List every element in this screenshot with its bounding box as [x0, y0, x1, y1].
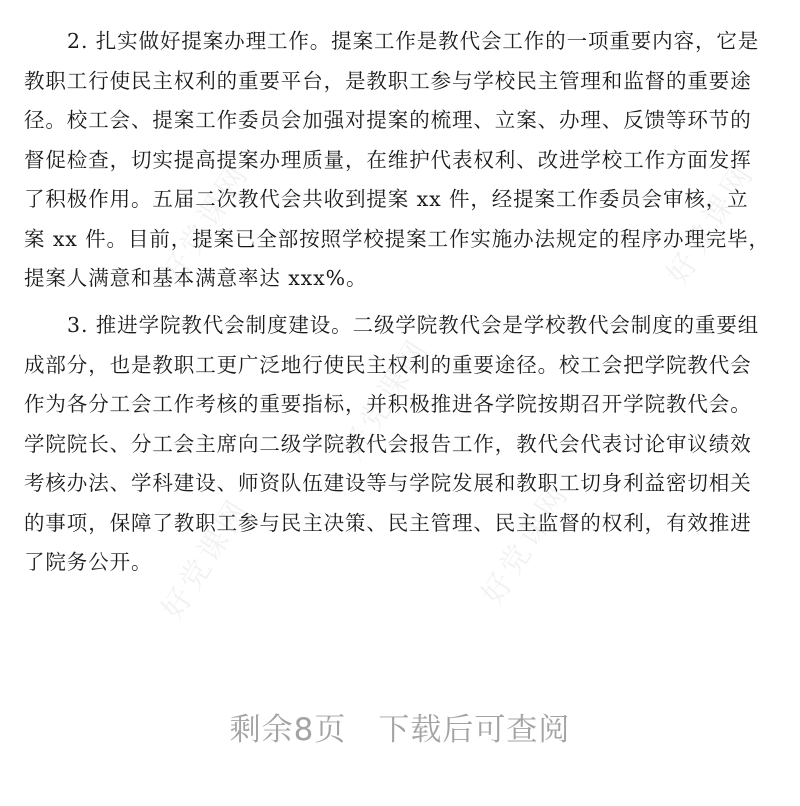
remaining-pages-notice[interactable] [0, 704, 800, 749]
text-line: 的事项，保障了教职工参与民主决策、民主管理、民主监督的权利，有效推进 [24, 510, 752, 535]
text-line: 作为各分工会工作考核的重要指标，并积极推进各学院按期召开学院教代会。 [24, 392, 752, 416]
text-line: 了积极作用。五届二次教代会共收到提案 xx 件，经提案工作委员会审核，立 [24, 187, 749, 211]
text-line: 学院院长、分工会主席向二级学院教代会报告工作，教代会代表讨论审议绩效 [24, 431, 752, 456]
text-line: 了院务公开。 [24, 550, 153, 574]
text-line: 径。校工会、提案工作委员会加强对提案的梳理、立案、办理、反馈等环节的 [24, 108, 752, 132]
text-line: 教职工行使民主权利的重要平台，是教职工参与学校民主管理和监督的重要途 [24, 68, 752, 93]
text-line: 成部分，也是教职工更广泛地行使民主权利的重要途径。校工会把学院教代会 [24, 352, 752, 377]
remaining-pages-text: 剩余8页 [229, 712, 347, 748]
paragraph-proposal-handling [24, 22, 770, 299]
text-line: 督促检查，切实提高提案办理质量，在维护代表权利、改进学校工作方面发挥 [24, 147, 752, 172]
watermark: 好党课网 [660, 156, 762, 291]
text-line: 3. 推进学院教代会制度建设。二级学院教代会是学校教代会制度的重要组 [67, 313, 760, 337]
watermark: 好党课网 [475, 476, 577, 611]
watermark: 好党课网 [155, 491, 257, 626]
text-line: 考核办法、学科建设、师资队伍建设等与学院发展和教职工切身利益密切相关 [24, 471, 752, 495]
watermark: 好党课网 [335, 331, 437, 466]
watermark: 好党课网 [155, 156, 257, 291]
paragraph-college-congress [24, 306, 760, 583]
text-line: 案 xx 件。目前，提案已全部按照学校提案工作实施办法规定的程序办理完毕， [24, 226, 770, 251]
download-hint-text: 下载后可查阅 [378, 712, 571, 748]
text-line: 2. 扎实做好提案办理工作。提案工作是教代会工作的一项重要内容，它是 [67, 29, 760, 53]
text-line: 提案人满意和基本满意率达 xxx%。 [24, 266, 368, 290]
